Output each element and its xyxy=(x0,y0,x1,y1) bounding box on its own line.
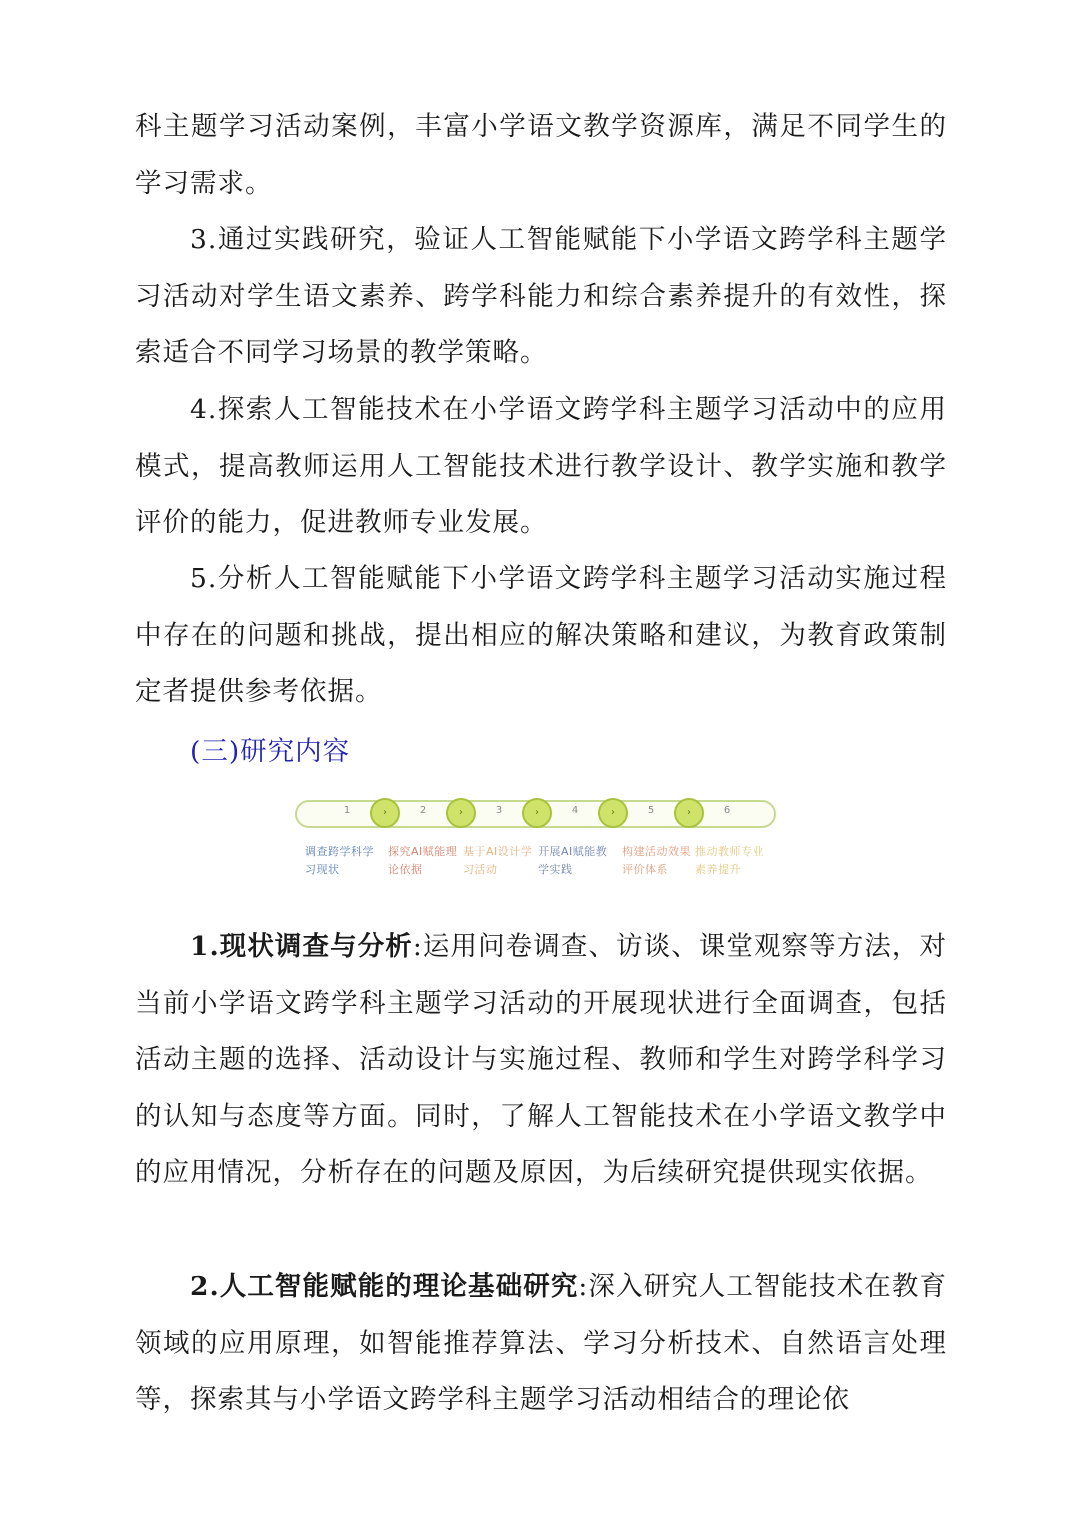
paragraph-objective-3: 3.通过实践研究，验证人工智能赋能下小学语文跨学科主题学习活动对学生语文素养、跨学科能力和综合素养提升的有效性，探索适合不同学习场景的教学策略。 xyxy=(135,224,947,368)
arrow-right-icon: › xyxy=(598,798,628,828)
step-label: 探究AI赋能理论依据 xyxy=(388,845,458,876)
step-label: 基于AI设计学习活动 xyxy=(463,845,533,876)
content-item-title: 1.现状调查与分析 xyxy=(190,931,413,962)
step-number: 2 xyxy=(419,805,427,816)
content-item-text: :运用问卷调查、访谈、课堂观察等方法，对当前小学语文跨学科主题学习活动的开展现状进行全面调查，包括活动主题的选择、活动设计与实施过程、教师和学生对跨学科学习的认知与态度等方面。同时，了解人工智能技术在小学语文教学中的应用情况，分析存在的问题及原因，为后续研究提供现实依据。 xyxy=(135,931,947,1188)
step-number: 1 xyxy=(343,805,351,816)
step-number: 3 xyxy=(495,805,503,816)
content-item-1 xyxy=(135,919,947,1202)
step-label: 调查跨学科学习现状 xyxy=(305,845,374,876)
step-number: 4 xyxy=(571,805,579,816)
paragraph-continuation: 科主题学习活动案例，丰富小学语文教学资源库，满足不同学生的学习需求。 xyxy=(135,111,947,199)
arrow-right-icon: › xyxy=(522,798,552,828)
content-item-2 xyxy=(135,1259,947,1429)
arrow-right-icon: › xyxy=(674,798,704,828)
step-number: 6 xyxy=(723,805,731,816)
step-label: 开展AI赋能教学实践 xyxy=(538,845,608,876)
step-label: 推动教师专业素养提升 xyxy=(695,845,764,876)
content-item-text: :深入研究人工智能技术在教育领域的应用原理，如智能推荐算法、学习分析技术、自然语言处理等，探索其与小学语文跨学科主题学习活动相结合的理论依 xyxy=(135,1271,947,1415)
step-label: 构建活动效果评价体系 xyxy=(622,845,691,876)
content-item-title: 2.人工智能赋能的理论基础研究 xyxy=(190,1271,579,1302)
paragraph-objective-4: 4.探索人工智能技术在小学语文跨学科主题学习活动中的应用模式，提高教师运用人工智能技术进行教学设计、教学实施和教学评价的能力，促进教师专业发展。 xyxy=(135,394,947,538)
arrow-right-icon: › xyxy=(370,798,400,828)
paragraph-objective-5: 5.分析人工智能赋能下小学语文跨学科主题学习活动实施过程中存在的问题和挑战，提出相应的解决策略和建议，为教育政策制定者提供参考依据。 xyxy=(135,563,947,707)
arrow-right-icon: › xyxy=(446,798,476,828)
step-number: 5 xyxy=(647,805,655,816)
section-heading: (三)研究内容 xyxy=(190,736,351,767)
research-flow-diagram xyxy=(295,796,780,908)
